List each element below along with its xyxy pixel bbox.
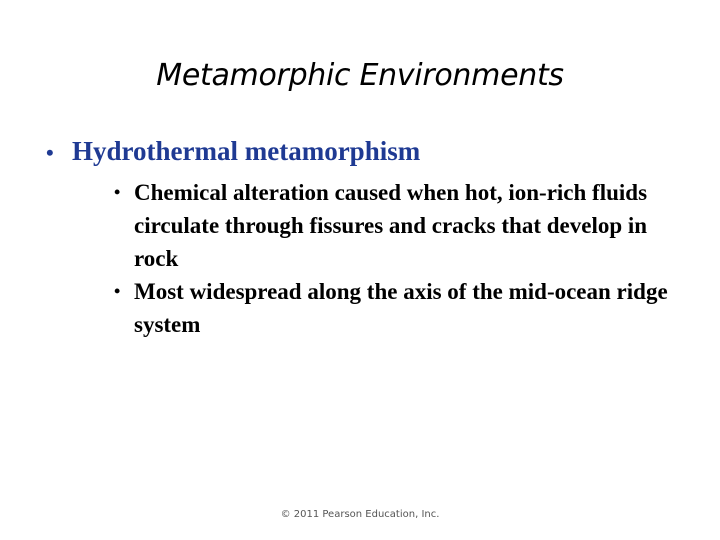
sub-bullet-list (114, 176, 674, 341)
slide-title: Metamorphic Environments (156, 58, 564, 93)
sub-bullet-marker: • (114, 182, 121, 202)
copyright-footer: © 2011 Pearson Education, Inc. (280, 509, 440, 520)
sub-bullet-item (114, 275, 674, 341)
sub-bullet-marker: • (114, 281, 121, 301)
bullet-marker: • (46, 140, 54, 165)
sub-bullet-text: Chemical alteration caused when hot, ion-rich fluids circulate through fissures and cracks that develop in rock (134, 180, 648, 271)
sub-bullet-item (114, 176, 674, 275)
main-bullet (46, 136, 420, 167)
sub-bullet-text: Most widespread along the axis of the mid-ocean ridge system (134, 279, 668, 337)
main-bullet-text: Hydrothermal metamorphism (72, 136, 421, 166)
